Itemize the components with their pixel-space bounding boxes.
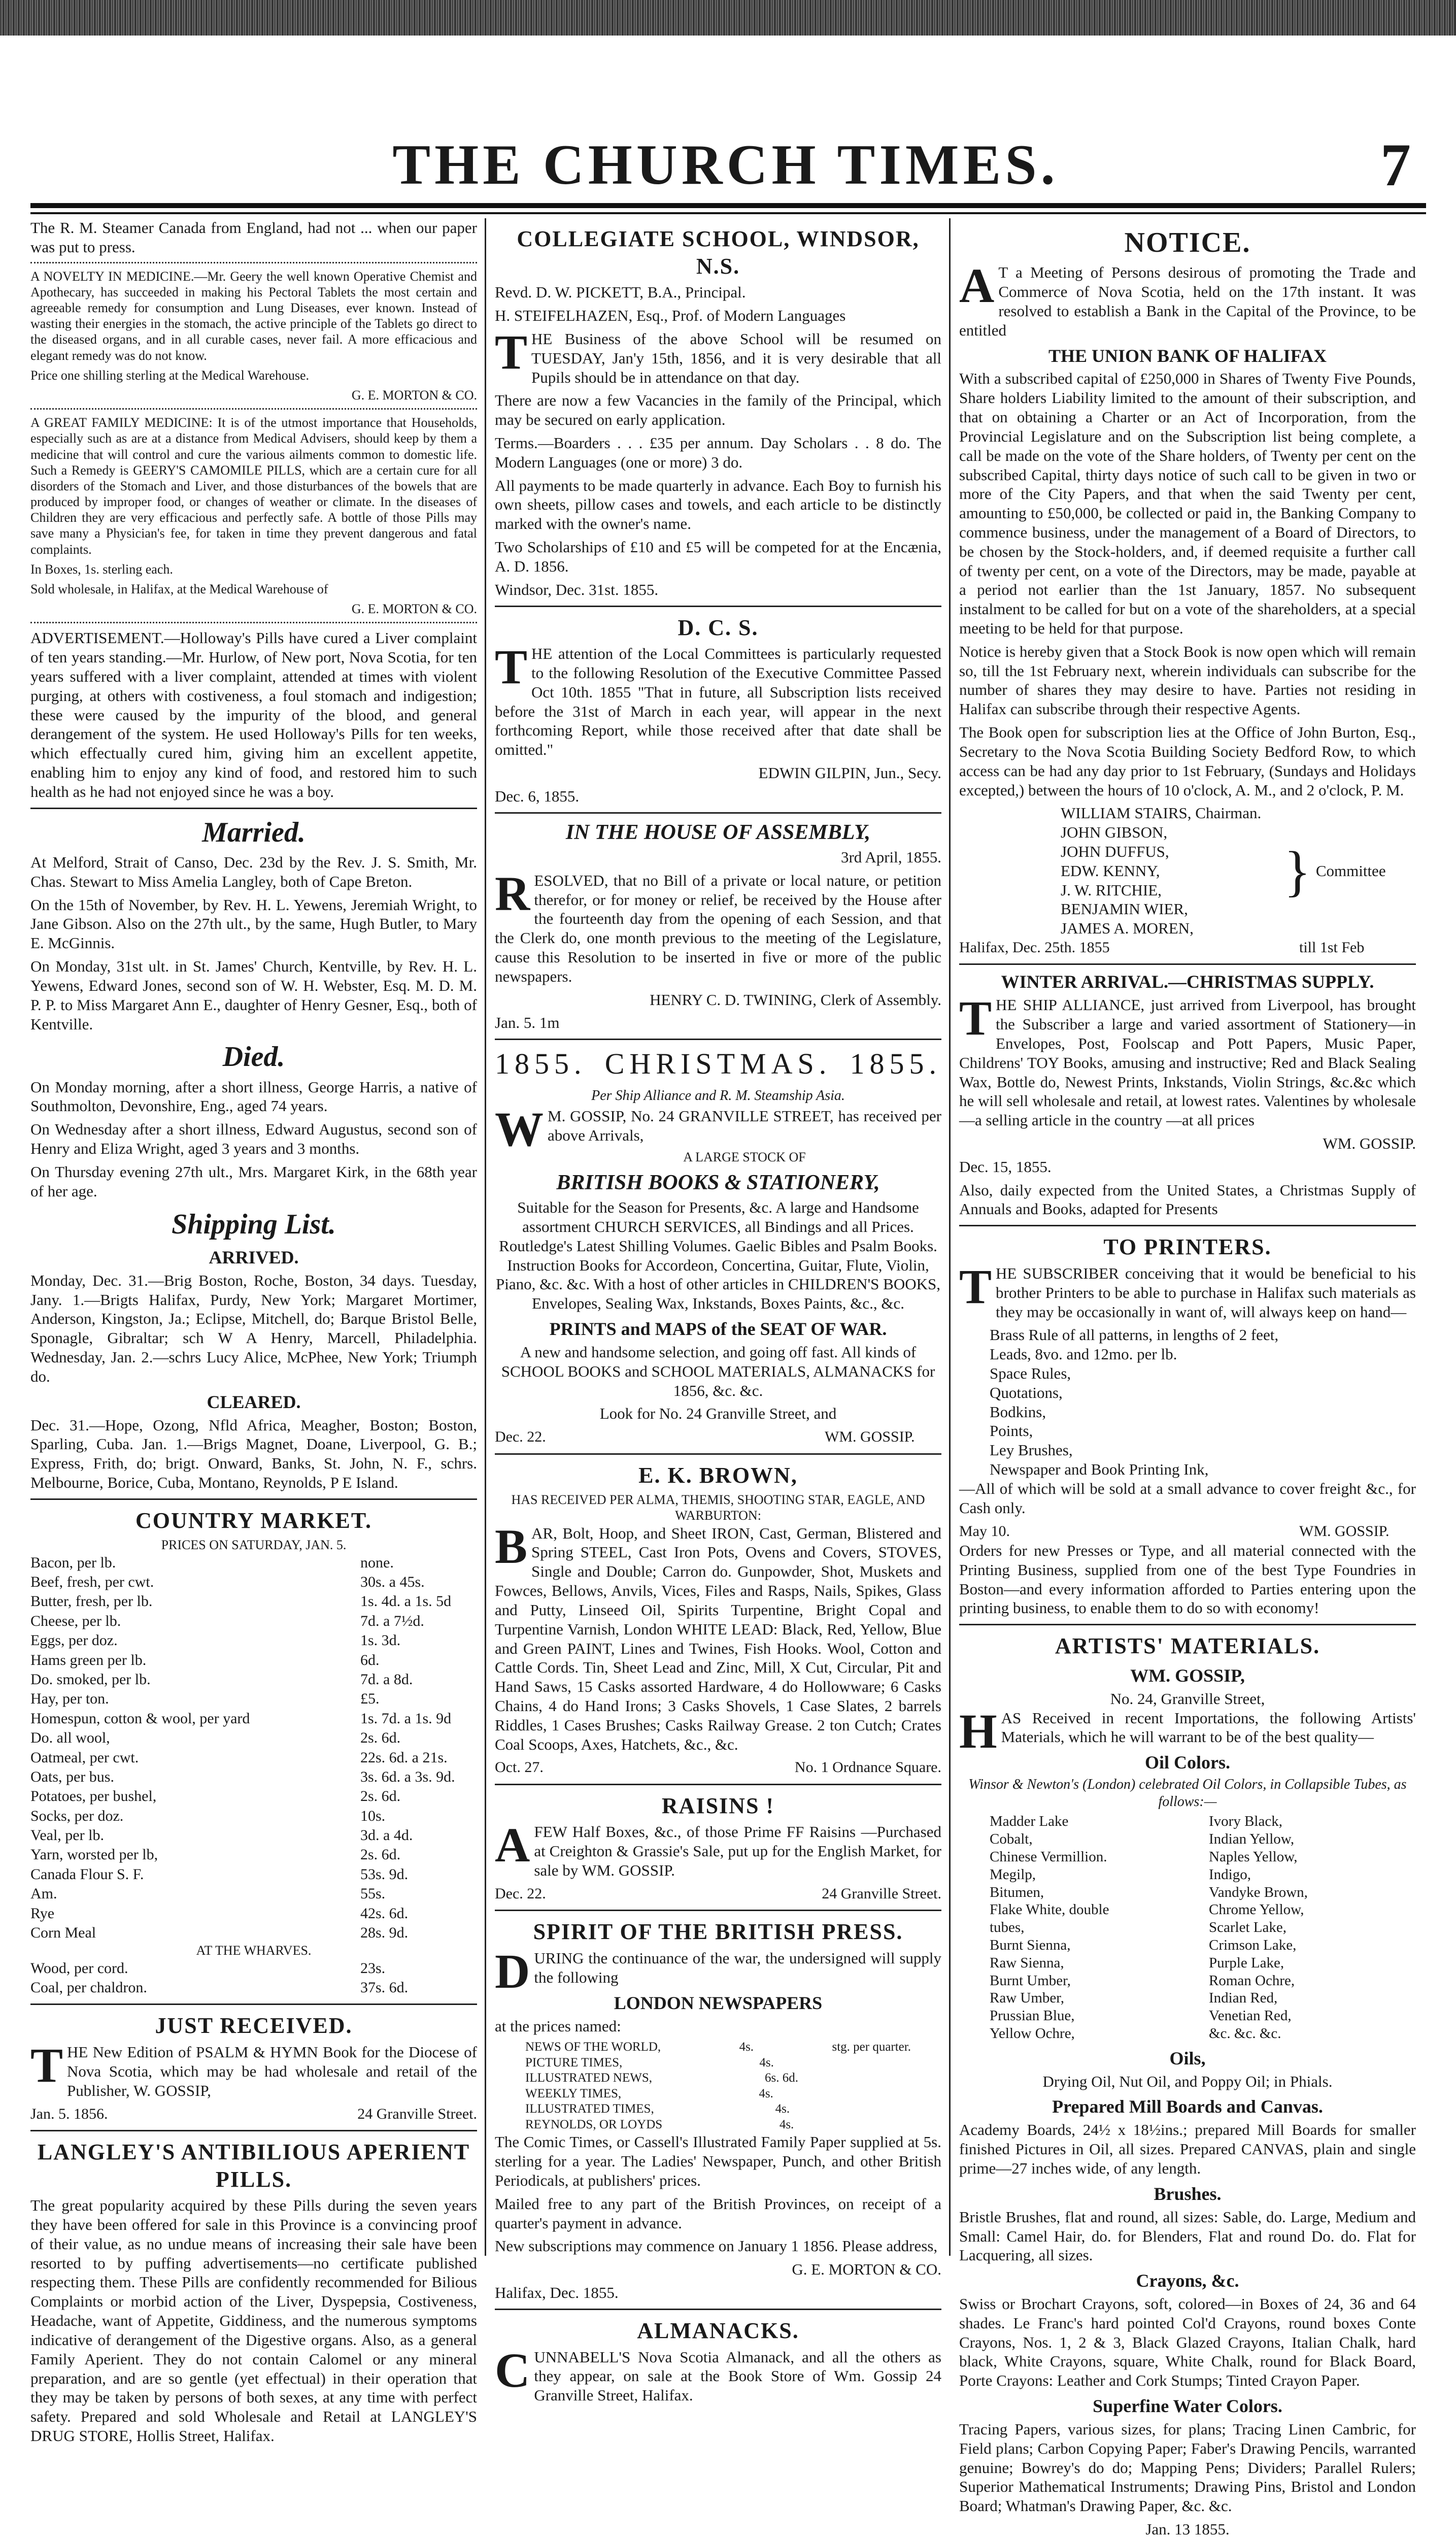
divider	[495, 2309, 941, 2310]
divider	[495, 1784, 941, 1785]
market-row	[30, 1865, 477, 1884]
oil-color-item: Venetian Red,	[1209, 2008, 1292, 2024]
shipping-heading: Shipping List.	[172, 1208, 336, 1240]
committee-member: JOHN DUFFUS,	[1061, 842, 1169, 860]
market-cell: Do. all wool,	[30, 1729, 110, 1747]
oil-color-item: Burnt Umber,	[990, 1972, 1071, 1989]
divider	[495, 606, 941, 607]
oils-heading: Oils,	[1169, 2048, 1206, 2068]
assembly-heading: IN THE HOUSE OF ASSEMBLY,	[565, 820, 871, 844]
market-cell: 30s. a 45s.	[360, 1574, 425, 1590]
committee-member: BENJAMIN WIER,	[1061, 900, 1188, 918]
brown-subheading: HAS RECEIVED PER ALMA, THEMIS, SHOOTING STAR, EAGLE, AND WARBURTON:	[511, 1492, 925, 1523]
oil-color-item: Chrome Yellow,	[1209, 1901, 1304, 1918]
cleared-list: Dec. 31.—Hope, Ozong, Nfld Africa, Meagher, Boston; Boston, Sparling, Cuba. Jan. 1.—Brigs Magnet, Doane, Liverpool, G. B.; Express, Frith, do; brigt. Onward, Banks, St. John, N. F., schrs. Melbourne, Borice, Cuba, Montano, Reynolds, P E Island.	[30, 1416, 477, 1491]
christmas-books: BRITISH BOOKS & STATIONERY,	[556, 1171, 880, 1194]
winter-date: Dec. 15, 1855.	[959, 1157, 1052, 1176]
market-row	[30, 1728, 477, 1748]
christmas-year-right: 1855.	[850, 1047, 941, 1081]
market-cell: 3d. a 4d.	[360, 1827, 413, 1844]
school-scholarships: Two Scholarships of £10 and £5 will be competed for at the Encænia, A. D. 1856.	[495, 538, 941, 575]
divider	[30, 1498, 477, 1500]
notice-till: till 1st Feb	[1299, 939, 1365, 956]
oil-color-item: Scarlet Lake,	[1209, 1919, 1286, 1936]
steamer-notice: The R. M. Steamer Canada from England, had not ... when our paper was put to press.	[30, 219, 477, 256]
market-cell: Oats, per bus.	[30, 1768, 114, 1785]
winter-heading: WINTER ARRIVAL.—CHRISTMAS SUPPLY.	[1001, 972, 1374, 992]
newspaper-cell: 4s.	[759, 2055, 774, 2069]
married-notice: On Monday, 31st ult. in St. James' Church, Kentville, by Rev. H. L. Yewens, Edward Jones, second son of W. H. Webster, Esq. M. D. M. P. P. to Miss Margaret Ann E., daughter of Henry Gesner, Esq., both of Kentville.	[30, 957, 477, 1033]
raisins-address: 24 Granville Street.	[822, 1885, 941, 1902]
newspaper-cell: ILLUSTRATED NEWS,	[525, 2071, 652, 2085]
raisins-heading: RAISINS !	[661, 1793, 775, 1818]
arrived-heading: ARRIVED.	[209, 1247, 299, 1267]
wharves-cell: Wood, per cord.	[30, 1959, 128, 1977]
oil-color-item: Purple Lake,	[1209, 1954, 1284, 1971]
notice-stock: Notice is hereby given that a Stock Book is now open which will remain so, till the 1st February next, wherein individuals can subscribe for the number of shares they may desire to have. Parties not residing in Halifax can subscribe through their respective Agents.	[959, 642, 1416, 718]
raisins-date: Dec. 22.	[495, 1885, 546, 1902]
artists-text: HAS Received in recent Importations, the following Artists' Materials, which he will warrant to be of the best quality—	[959, 1704, 1416, 1758]
column-3	[959, 218, 1416, 2538]
notice-text: AT a Meeting of Persons desirous of promoting the Trade and Commerce of Nova Scotia, held on the 17th instant. It was resolved to establish a Bank in the Capital of the Province, to be entitled	[959, 258, 1416, 339]
artists-name: WM. GOSSIP,	[1130, 1665, 1245, 1686]
oil-color-item: Burnt Sienna,	[990, 1936, 1071, 1953]
oil-colors-list	[959, 1813, 1416, 2042]
christmas-subheading: Per Ship Alliance and R. M. Steamship Asia.	[591, 1088, 845, 1104]
printers-item: Space Rules,	[990, 1364, 1071, 1382]
newspaper-cell: WEEKLY TIMES,	[525, 2086, 622, 2100]
divider	[30, 2003, 477, 2005]
column-divider	[485, 218, 486, 2256]
market-cell: Cheese, per lb.	[30, 1612, 121, 1629]
newspaper-price-table	[495, 2040, 941, 2132]
assembly-sign: HENRY C. D. TWINING, Clerk of Assembly.	[650, 990, 941, 1009]
oil-color-item: Flake White, double	[990, 1901, 1109, 1918]
just-received-footer	[30, 2105, 477, 2124]
market-row	[30, 1748, 477, 1767]
just-received-date: Jan. 5. 1856.	[30, 2105, 108, 2122]
boards-text: Academy Boards, 24½ x 18½ins.; prepared Mill Boards for smaller finished Pictures in Oil, all sizes. Prepared CANVAS, plain and single prime—27 inches wide, of any length.	[959, 2121, 1416, 2177]
market-cell: 3s. 6d. a 3s. 9d.	[360, 1768, 455, 1785]
printers-sign: WM. GOSSIP.	[1299, 1522, 1390, 1540]
divider	[495, 1453, 941, 1455]
market-cell: 42s. 6d.	[360, 1905, 409, 1922]
market-cell: 6d.	[360, 1651, 380, 1668]
market-row	[30, 1612, 477, 1631]
oil-color-item: Megilp,	[990, 1866, 1036, 1883]
committee-member: WILLIAM STAIRS, Chairman.	[1061, 804, 1262, 822]
spirit-sign: G. E. MORTON & CO.	[792, 2260, 941, 2279]
assembly-text: RESOLVED, that no Bill of a private or local nature, or petition therefor, or for money or relief, be received by the House after the fourteenth day from the opening of each Session, and that the Clerk do, one month previous to the meeting of the Legislature, cause this Resolution to be inserted in five or more of the public newspapers.	[495, 866, 941, 985]
market-cell: Hams green per lb.	[30, 1651, 147, 1668]
market-cell: 22s. 6d. a 21s.	[360, 1749, 448, 1766]
novelty-ad: A NOVELTY IN MEDICINE.—Mr. Geery the well known Operative Chemist and Apothecary, has succeeded in making his Pectoral Tablets the most certain and agreeable remedy for consumption and Lung Diseases, ever known. Instead of wasting their energies in the stomach, the active principle of the Tablets go direct to the diseased organs, and in all curable cases, never fail. A more efficacious and elegant remedy was do not know.	[30, 269, 477, 363]
market-row	[30, 1592, 477, 1611]
christmas-look: Look for No. 24 Granville Street, and	[599, 1405, 837, 1423]
oil-color-item: Naples Yellow,	[1209, 1848, 1298, 1865]
market-cell: 1s. 3d.	[360, 1632, 401, 1649]
market-cell: Socks, per doz.	[30, 1807, 124, 1824]
market-cell: Oatmeal, per cwt.	[30, 1749, 139, 1766]
wharves-cell: 37s. 6d.	[360, 1979, 409, 1996]
market-row	[30, 1904, 477, 1923]
family-sold: Sold wholesale, in Halifax, at the Medical Warehouse of	[30, 582, 328, 596]
market-cell: Hay, per ton.	[30, 1690, 109, 1708]
wharves-heading: AT THE WHARVES.	[196, 1943, 312, 1958]
newspaper-row	[495, 2101, 941, 2117]
printers-item: Leads, 8vo. and 12mo. per lb.	[990, 1345, 1177, 1363]
oil-color-item: Raw Umber,	[990, 1990, 1065, 2007]
assembly-date: 3rd April, 1855.	[840, 848, 941, 866]
newspaper-title: THE CHURCH TIMES.	[392, 133, 1059, 196]
oil-color-item: tubes,	[990, 1919, 1025, 1936]
printers-date: May 10.	[959, 1522, 1010, 1540]
market-cell: Veal, per lb.	[30, 1827, 104, 1844]
wharves-row	[30, 1959, 477, 1978]
just-received-address: 24 Granville Street.	[357, 2105, 477, 2122]
market-row	[30, 1767, 477, 1787]
notice-heading: NOTICE.	[1124, 227, 1251, 258]
winter-sign: WM. GOSSIP.	[1323, 1134, 1416, 1153]
market-cell: Beef, fresh, per cwt.	[30, 1574, 154, 1590]
divider	[30, 622, 477, 623]
divider	[959, 963, 1416, 965]
arrived-list: Monday, Dec. 31.—Brig Boston, Roche, Boston, 34 days. Tuesday, Jany. 1.—Brigts Halifax, Purdy, New York; Margaret Mortimer, Anderson, Kingston, Ja.; Eclipse, Mitchell, do; Barque Bristol Belle, Sponagle, Gibraltar; sch W A Henry, Marcell, Philadelphia. Wednesday, Jan. 2.—schrs Lucy Alice, McPhee, New York; Triumph do.	[30, 1271, 477, 1385]
oil-color-item: Crimson Lake,	[1209, 1936, 1297, 1953]
divider	[959, 1225, 1416, 1226]
died-heading: Died.	[222, 1041, 285, 1073]
school-payments: All payments to be made quarterly in advance. Each Boy to furnish his own sheets, pillow cases and towels, and each article to be distinctly marked with the owner's name.	[495, 476, 941, 533]
market-row	[30, 1709, 477, 1728]
artists-address: No. 24, Granville Street,	[1110, 1689, 1265, 1708]
spirit-text: DURING the continuance of the war, the undersigned will supply the following	[495, 1944, 941, 1998]
death-notice: On Monday morning, after a short illness, George Harris, a native of Southmolton, Devonshire, Eng., aged 74 years.	[30, 1078, 477, 1115]
market-row	[30, 1845, 477, 1864]
christmas-sign: WM. GOSSIP.	[825, 1428, 915, 1446]
market-cell: Do. smoked, per lb.	[30, 1671, 151, 1688]
newspaper-cell: 6s. 6d.	[765, 2071, 798, 2085]
printers-item: Quotations,	[990, 1383, 1063, 1401]
christmas-text: Suitable for the Season for Presents, &c. A large and Handsome assortment CHURCH SERVICES, all Bindings and all Prices. Routledge's Latest Shilling Volumes. Gaelic Bibles and Psalm Books. Instruction Books for Accordeon, Concertina, Guitar, Flute, Violin, Piano, &c. &c. With a host of other articles in CHILDREN'S BOOKS, Envelopes, Sealing Wax, Inkstands, Boxes Paints, &c., &c.	[496, 1198, 940, 1313]
oil-color-item: Roman Ochre,	[1209, 1972, 1295, 1989]
column-divider	[949, 218, 951, 2256]
oil-color-item: Indian Yellow,	[1209, 1831, 1295, 1848]
christmas-title: CHRISTMAS.	[604, 1047, 832, 1081]
oil-color-item: Bitumen,	[990, 1884, 1044, 1900]
committee-member: JOHN GIBSON,	[1061, 823, 1168, 842]
market-cell: none.	[360, 1554, 394, 1571]
brushes-heading: Brushes.	[1154, 2183, 1222, 2204]
printers-item: Bodkins,	[990, 1402, 1046, 1421]
oil-color-item: Indigo,	[1209, 1866, 1251, 1883]
market-row	[30, 1553, 477, 1573]
column-1	[30, 218, 477, 2445]
almanacks-heading: ALMANACKS.	[637, 2318, 799, 2343]
newspaper-cell: NEWS OF THE WORLD,	[525, 2040, 661, 2054]
school-rector: Revd. D. W. PICKETT, B.A., Principal.	[495, 283, 746, 302]
just-received-text: THE New Edition of PSALM & HYMN Book for the Diocese of Nova Scotia, which may be had wholesale and retail of the Publisher, W. GOSSIP,	[30, 2038, 477, 2099]
market-row	[30, 1573, 477, 1592]
union-bank-name: THE UNION BANK OF HALIFAX	[1048, 345, 1327, 366]
oil-color-item: Yellow Ochre,	[990, 2025, 1075, 2042]
market-cell: 2s. 6d.	[360, 1788, 401, 1805]
market-cell: Am.	[30, 1885, 57, 1902]
newspaper-row	[495, 2117, 941, 2133]
market-row	[30, 1826, 477, 1845]
market-cell: 10s.	[360, 1807, 386, 1824]
printers-cost: —All of which will be sold at a small advance to cover freight &c., for Cash only.	[959, 1479, 1416, 1517]
holloway-ad: ADVERTISEMENT.—Holloway's Pills have cured a Liver complaint of ten years standing.—Mr. Hurlow, of New port, Nova Scotia, for ten years suffered with a liver complaint, attended at times with violent purging, at others with costiveness, a foul stomach and indigestion; these were caused by the impurity of the blood, and general derangement of the system. He used Holloway's Pills for ten weeks, which effectually cured him, giving him an excellent appetite, enabling him to enjoy any kind of food, and restored him to such health as he had not enjoyed since he was a boy.	[30, 629, 477, 800]
dcs-date: Dec. 6, 1855.	[495, 787, 580, 805]
divider	[495, 1039, 941, 1040]
printers-item: Points,	[990, 1422, 1033, 1440]
page-number: 7	[1380, 131, 1411, 198]
market-row	[30, 1787, 477, 1806]
masthead-rule	[30, 203, 1426, 214]
wharves-cell: 23s.	[360, 1959, 386, 1977]
oil-heading: Oil Colors.	[1145, 1752, 1230, 1773]
market-cell: 2s. 6d.	[360, 1729, 401, 1747]
oil-color-item: Chinese Vermillion.	[990, 1848, 1107, 1865]
just-received-heading: JUST RECEIVED.	[155, 2013, 353, 2039]
christmas-prints-text: A new and handsome selection, and going off fast. All kinds of SCHOOL BOOKS and SCHOOL MATERIALS, ALMANACKS for 1856, &c. &c.	[501, 1343, 935, 1399]
spirit-comic: The Comic Times, or Cassell's Illustrated Family Paper supplied at 5s. sterling for a year. The Ladies' Newspaper, Punch, and other British Periodicals, at publishers' prices.	[495, 2133, 941, 2189]
oils-text: Drying Oil, Nut Oil, and Poppy Oil; in Phials.	[1042, 2072, 1333, 2090]
printers-item: Brass Rule of all patterns, in lengths of 2 feet,	[990, 1326, 1279, 1344]
printers-heading: TO PRINTERS.	[1103, 1234, 1272, 1260]
committee-label: Committee	[1315, 861, 1386, 880]
death-notice: On Wednesday after a short illness, Edward Augustus, second son of Henry and Eliza Wright, aged 3 years and 3 months.	[30, 1120, 477, 1158]
newspaper-row	[495, 2040, 941, 2055]
langley-heading: LANGLEY'S ANTIBILIOUS APERIENT PILLS.	[37, 2139, 470, 2192]
market-cell: 53s. 9d.	[360, 1865, 409, 1883]
married-heading: Married.	[202, 816, 306, 848]
wharves-row	[30, 1978, 477, 1997]
printers-orders: Orders for new Presses or Type, and all material connected with the Printing Business, supplied from one of the best Type Foundries in Boston—and every information afforded to Parties entering upon the printing business, to enable them to do so with economy!	[959, 1541, 1416, 1617]
winter-text: THE SHIP ALLIANCE, just arrived from Liverpool, has brought the Subscriber a large and varied assortment of Stationery—in Envelopes, Post, Foolscap and Pott Papers, Music Paper, Childrens' TOY Books, amusing and instructive; Red and Black Sealing Wax, Bottle do, Newest Prints, Inkstands, Violin Strings, &c.&c which he will sell wholesale and retail, at lowest rates. Valentines by wholesale—a selling article in the country —at all prices	[959, 991, 1416, 1129]
oil-color-item: Ivory Black,	[1209, 1813, 1282, 1830]
family-sign: G. E. MORTON & CO.	[351, 602, 477, 617]
cleared-heading: CLEARED.	[207, 1391, 301, 1412]
market-cell: 1s. 4d. a 1s. 5d	[360, 1593, 452, 1610]
spirit-new: New subscriptions may commence on January 1 1856. Please address,	[495, 2237, 938, 2255]
school-heading: COLLEGIATE SCHOOL, WINDSOR, N.S.	[517, 226, 920, 279]
market-row	[30, 1631, 477, 1650]
spirit-mailed: Mailed free to any part of the British Provinces, on receipt of a quarter's payment in advance.	[495, 2194, 941, 2232]
market-row	[30, 1651, 477, 1670]
oil-color-item: &c. &c. &c.	[1209, 2025, 1281, 2042]
christmas-stock: A LARGE STOCK OF	[683, 1149, 806, 1164]
brushes-text: Bristle Brushes, flat and round, all sizes: Sable, do. Large, Medium and Small: Camel Hair, do. for Blenders, Flat and round Do. do. Flat for Lacquering, all sizes.	[959, 2208, 1416, 2264]
spirit-heading: SPIRIT OF THE BRITISH PRESS.	[533, 1919, 903, 1945]
divider	[495, 1910, 941, 1911]
market-cell: Butter, fresh, per lb.	[30, 1593, 153, 1610]
water-colors-date: Jan. 13 1855.	[1145, 2520, 1230, 2538]
christmas-year-left: 1855.	[495, 1047, 587, 1081]
crayons-heading: Crayons, &c.	[1136, 2270, 1239, 2291]
school-text: THE Business of the above School will be resumed on TUESDAY, Jan'y 15th, 1856, and it is very desirable that all Pupils should be in attendance on that day.	[495, 324, 941, 386]
oil-color-item: Raw Sienna,	[990, 1954, 1064, 1971]
divider	[30, 2130, 477, 2131]
christmas-date: Dec. 22.	[495, 1428, 546, 1446]
death-notice: On Thursday evening 27th ult., Mrs. Margaret Kirk, in the 68th year of her age.	[30, 1162, 477, 1200]
spirit-date: Halifax, Dec. 1855.	[495, 2284, 619, 2302]
notice-body: With a subscribed capital of £250,000 in Shares of Twenty Five Pounds, Share holders Liability limited to the amount of their subscription, and that on obtaining a Charter or an Act of Incorporation, from the Provincial Legislature and on the Subscription list being complete, a call be made on the vote of the Share holders, of Twenty per cent on the subscribed Capital, thirty days notice of such call to be given in two or more of the City Papers, and that when the said Twenty per cent, amounting to £50,000, be collected or paid in, the Banking Company to commence business, under the management of a Board of Directors, to be chosen by the Stock-holders, and, if deemed requisite a further call of twenty per cent, on a vote of the Directors, may be made, payable at a period not earlier than the 1st January, 1857. No subsequent instalment to be called for but on a vote of the shareholders, at a special meeting to be held for that purpose.	[959, 370, 1416, 638]
printers-list	[959, 1325, 1416, 1479]
market-table	[30, 1553, 477, 1943]
christmas-intro: WM. GOSSIP, No. 24 GRANVILLE STREET, has received per above Arrivals,	[495, 1102, 941, 1157]
winter-also: Also, daily expected from the United States, a Christmas Supply of Annuals and Books, adapted for Presents	[959, 1181, 1416, 1218]
raisins-text: AFEW Half Boxes, &c., of those Prime FF Raisins —Purchased at Creighton & Grassie's Sale, put up for the English Market, for sale by WM. GOSSIP.	[495, 1818, 941, 1880]
boards-heading: Prepared Mill Boards and Canvas.	[1052, 2096, 1323, 2117]
spirit-papers: LONDON NEWSPAPERS	[614, 1992, 823, 2013]
market-row	[30, 1923, 477, 1943]
committee-member: J. W. RITCHIE,	[1061, 881, 1162, 899]
wharves-table	[30, 1959, 477, 1998]
oil-subheading: Winsor & Newton's (London) celebrated Oil Colors, in Collapsible Tubes, as follows:—	[968, 1777, 1407, 1810]
market-cell: Rye	[30, 1905, 55, 1922]
divider	[30, 262, 477, 263]
market-cell: 28s. 9d.	[360, 1924, 409, 1942]
newspaper-cell: REYNOLDS, OR LOYDS	[525, 2117, 663, 2131]
committee-block	[959, 804, 1416, 938]
market-cell: 7d. a 7½d.	[360, 1612, 424, 1629]
divider	[959, 1624, 1416, 1625]
oil-color-item: Madder Lake	[990, 1813, 1069, 1830]
market-cell: Eggs, per doz.	[30, 1632, 118, 1649]
printers-item: Ley Brushes,	[990, 1441, 1073, 1459]
brown-footer	[495, 1758, 941, 1777]
market-cell: Bacon, per lb.	[30, 1554, 116, 1571]
market-row	[30, 1670, 477, 1689]
market-cell: Yarn, worsted per lb,	[30, 1846, 158, 1863]
school-modern: H. STEIFELHAZEN, Esq., Prof. of Modern Languages	[495, 307, 846, 325]
married-notice: At Melford, Strait of Canso, Dec. 23d by the Rev. J. S. Smith, Mr. Chas. Stewart to Miss Amelia Langley, both of Cape Breton.	[30, 853, 477, 890]
market-cell: 55s.	[360, 1885, 386, 1902]
spirit-prices: at the prices named:	[495, 2017, 621, 2035]
newspaper-row	[495, 2071, 941, 2086]
almanacks-text: CUNNABELL'S Nova Scotia Almanack, and all the others as they appear, on sale at the Book Store of Wm. Gossip 24 Granville Street, Halifax.	[495, 2343, 941, 2405]
market-cell: £5.	[360, 1690, 380, 1708]
novelty-price: Price one shilling sterling at the Medical Warehouse.	[30, 368, 310, 383]
newspaper-cell: ILLUSTRATED TIMES,	[525, 2102, 654, 2116]
committee-names	[959, 804, 1279, 938]
notice-footer	[959, 938, 1416, 957]
novelty-sign: G. E. MORTON & CO.	[351, 387, 477, 403]
raisins-footer	[495, 1884, 941, 1904]
school-sign: Windsor, Dec. 31st. 1855.	[495, 580, 659, 598]
notice-date: Halifax, Dec. 25th. 1855	[959, 939, 1110, 956]
artists-heading: ARTISTS' MATERIALS.	[1055, 1633, 1320, 1659]
langley-text: The great popularity acquired by these Pills during the seven years they have been offered for sale in this Province is a convincing proof of their value, as no undue means of increasing their sale have been resorted to by puffing advertisements—no certificate published respecting them. These Pills are confidently recommended for Bilious Complaints or morbid action of the Liver, Dyspepsia, Costiveness, Headache, want of Appetite, Giddiness, and the numerous symptoms indicative of derangement of the Digestive organs. Also, as a general Family Aperient. They do not contain Calomel or any mineral preparation, and are so gentle (yet effectual) in their operation that they may be taken by persons of both sexes, at any time with perfect safety. Prepared and sold Wholesale and Retail at LANGLEY'S DRUG STORE, Hollis Street, Halifax.	[30, 2196, 477, 2445]
school-vacancies: There are now a few Vacancies in the family of the Principal, which may be secured on early application.	[495, 391, 941, 429]
water-colors-heading: Superfine Water Colors.	[1093, 2396, 1282, 2417]
market-cell: 7d. a 8d.	[360, 1671, 413, 1688]
market-cell: 1s. 7d. a 1s. 9d	[360, 1710, 452, 1727]
market-cell: 2s. 6d.	[360, 1846, 401, 1863]
christmas-footer	[495, 1427, 941, 1447]
water-colors-text: Tracing Papers, various sizes, for plans; Tracing Linen Cambric, for Field plans; Carbon Copying Paper; Faber's Drawing Pencils, warranted genuine; Bowrey's do do; Mapping Pens; Dividers; Parallel Rulers; Superior Mathematical Instruments; Drawing Pins, Bristol and London Board; Whatman's Drawing Paper, &c. &c.	[959, 2420, 1416, 2515]
oil-color-item: Indian Red,	[1209, 1990, 1278, 2007]
christmas-prints: PRINTS and MAPS of the SEAT OF WAR.	[549, 1319, 887, 1340]
family-medicine-ad: A GREAT FAMILY MEDICINE: It is of the utmost importance that Households, especially such as are at a distance from Medical Advisers, should keep by them a medicine that will control and cure the various ailments common to domestic life. Such a Remedy is GEERY'S CAMOMILE PILLS, which are a certain cure for all disorders of the Stomach and Liver, and those disturbances of the bowels that are produced by improper food, or changes of weather or climate. In the diseases of Children they are very efficacious and perfectly safe. A bottle of those Pills may save many a Physician's fee, for taken in time they prevent dangerous and fatal complaints.	[30, 415, 477, 557]
printers-item: Newspaper and Book Printing Ink,	[990, 1460, 1209, 1479]
christmas-banner	[495, 1046, 941, 1082]
notice-book: The Book open for subscription lies at the Office of John Burton, Esq., Secretary to the Nova Scotia Building Society Bedford Row, to which access can be had any day prior to 1st February, (Sundays and Holidays excepted,) between the hours of 10 o'clock, A. M., and 2 o'clock, P. M.	[959, 723, 1416, 799]
market-row	[30, 1807, 477, 1826]
wharves-cell: Coal, per chaldron.	[30, 1979, 147, 1996]
dcs-text: THE attention of the Local Committees is particularly requested to the following Resolution of the Executive Committee Passed Oct 10th. 1855 "That in future, all Subscription lists received before the 31st of March in each year, will appear in the next forthcoming Report, while those received after that date shall be omitted."	[495, 640, 941, 759]
oil-color-item: Prussian Blue,	[990, 2008, 1075, 2024]
brown-date: Oct. 27.	[495, 1759, 544, 1776]
column-2	[495, 218, 941, 2405]
brown-address: No. 1 Ordnance Square.	[794, 1759, 941, 1776]
newspaper-cell: 4s.	[775, 2102, 790, 2116]
dcs-heading: D. C. S.	[678, 615, 759, 640]
school-terms: Terms.—Boarders . . . £35 per annum. Day Scholars . . 8 do. The Modern Languages (one or more) 3 do.	[495, 434, 941, 471]
newspaper-cell: PICTURE TIMES,	[525, 2055, 623, 2069]
brown-heading: E. K. BROWN,	[638, 1462, 798, 1488]
market-cell: Homespun, cotton & wool, per yard	[30, 1710, 250, 1727]
market-cell: Corn Meal	[30, 1924, 96, 1942]
newspaper-cell: 4s.	[779, 2117, 794, 2131]
oil-color-item: Vandyke Brown,	[1209, 1884, 1308, 1900]
divider	[30, 808, 477, 809]
newspaper-cell: 4s.	[739, 2040, 754, 2054]
oil-color-item: Cobalt,	[990, 1831, 1033, 1848]
printers-text: THE SUBSCRIBER conceiving that it would be beneficial to his brother Printers to be able to purchase in Halifax such materials as they may be occasionally in want of, will always keep on hand—	[959, 1259, 1416, 1321]
market-heading: COUNTRY MARKET.	[135, 1508, 372, 1533]
masthead	[41, 127, 1411, 203]
newspaper-cell: 4s.	[759, 2086, 773, 2100]
market-subheading: PRICES ON SATURDAY, JAN. 5.	[161, 1538, 347, 1553]
divider	[30, 408, 477, 410]
dcs-sign: EDWIN GILPIN, Jun., Secy.	[758, 764, 941, 782]
market-cell: Potatoes, per bushel,	[30, 1788, 157, 1805]
scan-edge	[0, 0, 1456, 36]
newspaper-row	[495, 2086, 941, 2102]
brown-text: BAR, Bolt, Hoop, and Sheet IRON, Cast, German, Blistered and Spring STEEL, Cast Iron Pots, Ovens and Covers, STOVES, Single and Double; Carron do. Gunpowder, Shot, Muskets and Fowces, Bellows, Anvils, Vices, Files and Rasps, Nails, Spikes, Glass and Putty, Linseed Oil, Spirits Turpentine, Bright Copal and Turpentine Varnish, London WHITE LEAD: Black, Red, Yellow, Blue and Green PAINT, Lines and Twines, Fish Hooks. Wool, Cotton and Cattle Cords. Tin, Sheet Lead and Zinc, Mill, X Cut, Circular, Pit and Hand Saws, 15 Casks assorted Hardware, 4 do Hollowware; 6 Casks Chains, 4 do Hand Irons; 3 Casks Shovels, 1 Case Slates, 2 barrels Riddles, 1 Cases Brushes; Casks Railway Grease. 2 ton Cutch; Crates Coal Scoops, Axes, Hatchets, &c., &c.	[495, 1519, 941, 1753]
committee-member: JAMES A. MOREN,	[1061, 919, 1194, 938]
newspaper-row	[495, 2055, 941, 2071]
printers-footer	[959, 1522, 1416, 1541]
market-row	[30, 1884, 477, 1904]
divider	[495, 812, 941, 814]
market-cell: Canada Flour S. F.	[30, 1865, 144, 1883]
committee-member: EDW. KENNY,	[1061, 861, 1160, 880]
married-notice: On the 15th of November, by Rev. H. L. Yewens, Jeremiah Wright, to Jane Gibson. Also on the 27th ult., by the same, Hugh Butler, to Mary E. McGinnis.	[30, 895, 477, 952]
market-row	[30, 1689, 477, 1709]
family-price: In Boxes, 1s. sterling each.	[30, 561, 173, 577]
committee-brace: }	[1284, 840, 1311, 902]
assembly-foot: Jan. 5. 1m	[495, 1014, 560, 1032]
newspaper-cell: stg. per quarter.	[832, 2040, 911, 2054]
crayons-text: Swiss or Brochart Crayons, soft, colored—in Boxes of 24, 36 and 64 shades. Le Franc's hard pointed Col'd Crayons, round boxes Conte Crayons, Nos. 1, 2 & 3, Black Glazed Crayons, Italian Chalk, hard black, White Crayons, square, White Chalk, round for Black Board, Porte Crayons: Leather and Cork Stumps; Tinted Crayon Paper.	[959, 2295, 1416, 2390]
